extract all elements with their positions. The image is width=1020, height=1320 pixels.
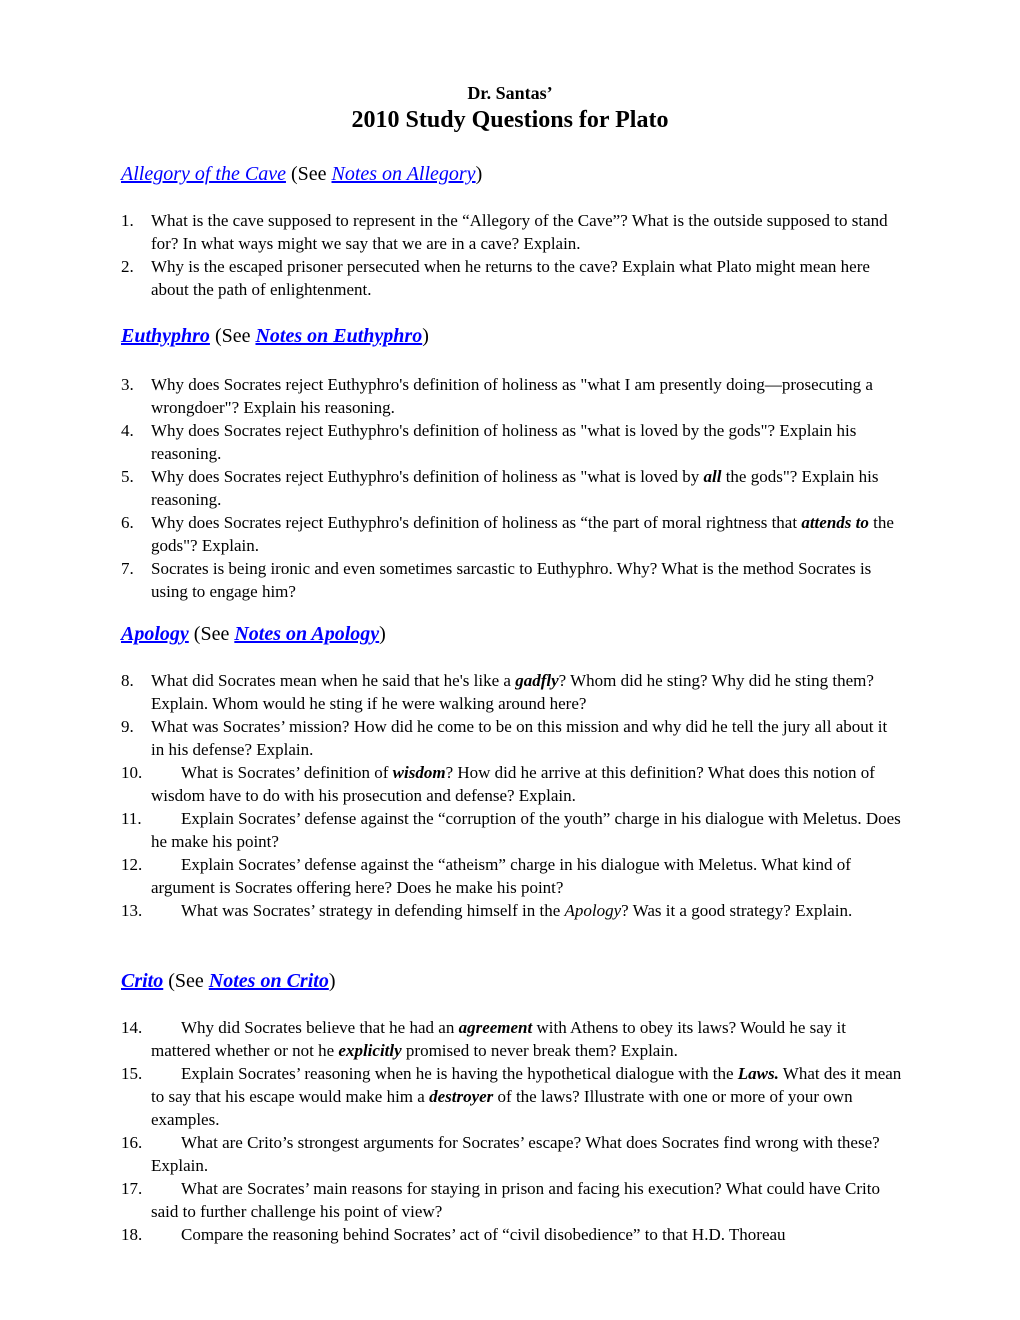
question-8: 8. What did Socrates mean when he said that he's like a gadfly? Whom did he sting? Why did he sting them? Explain. Whom would he sting if he were walking around here?: [121, 671, 874, 713]
question-6: 6. Why does Socrates reject Euthyphro's definition of holiness as “the part of moral rightness that attends to the gods"? Explain.: [121, 513, 894, 555]
question-4: 4. Why does Socrates reject Euthyphro's definition of holiness as "what is loved by the gods"? Explain his reasoning.: [121, 421, 857, 463]
question-list: [121, 669, 921, 922]
section-heading: [121, 323, 921, 349]
section-apology: [121, 621, 921, 922]
see-prefix: (See: [168, 970, 209, 992]
question-list: [121, 209, 921, 301]
see-suffix: ): [379, 623, 386, 645]
question-12: 12. Explain Socrates’ defense against the “atheism” charge in his dialogue with Meletus. What kind of argument is Socrates offering here? Does he make his point?: [121, 855, 851, 897]
section-euthyphro: [121, 323, 921, 603]
notes-on-euthyphro-link[interactable]: Notes on Euthyphro: [255, 325, 423, 347]
question-list: [121, 1016, 921, 1246]
section-allegory: [121, 161, 921, 301]
see-prefix: (See: [193, 623, 235, 645]
notes-on-apology-link[interactable]: Notes on Apology: [234, 623, 380, 645]
question-14: 14. Why did Socrates believe that he had an agreement with Athens to obey its laws? Would he say it mattered whether or not he explicitly promised to never break them? Explain.: [121, 1018, 846, 1060]
notes-on-allegory-link[interactable]: Notes on Allegory: [331, 163, 476, 185]
section-heading: [121, 968, 921, 994]
question-16: 16. What are Crito’s strongest arguments for Socrates’ escape? What does Socrates find wrong with these? Explain.: [121, 1133, 880, 1175]
author-line: Dr. Santas’: [467, 83, 553, 103]
question-17: 17. What are Socrates’ main reasons for staying in prison and facing his execution? What could have Crito said to further challenge his point of view?: [121, 1179, 880, 1221]
see-prefix: (See: [214, 325, 256, 347]
question-5: 5. Why does Socrates reject Euthyphro's definition of holiness as "what is loved by all the gods"? Explain his reasoning.: [121, 467, 879, 509]
question-3: 3. Why does Socrates reject Euthyphro's definition of holiness as "what I am presently doing—prosecuting a wrongdoer"? Explain his reasoning.: [121, 375, 873, 417]
apology-title-link[interactable]: Apology: [121, 623, 189, 645]
see-prefix: (See: [290, 163, 332, 185]
question-7: 7. Socrates is being ironic and even sometimes sarcastic to Euthyphro. Why? What is the method Socrates is using to engage him?: [121, 559, 872, 601]
question-11: 11. Explain Socrates’ defense against the “corruption of the youth” charge in his dialogue with Meletus. Does he make his point?: [121, 809, 901, 851]
question-list: [121, 373, 921, 603]
page-title: 2010 Study Questions for Plato: [351, 107, 669, 133]
question-13: 13. What was Socrates’ strategy in defending himself in the Apology? Was it a good strategy? Explain.: [121, 901, 853, 920]
see-suffix: ): [422, 325, 429, 347]
see-suffix: ): [475, 163, 483, 185]
question-9: 9. What was Socrates’ mission? How did he come to be on this mission and why did he tell the jury all about it in his defense? Explain.: [121, 717, 888, 759]
question-1: 1. What is the cave supposed to represent in the “Allegory of the Cave”? What is the outside supposed to stand for? In what ways might we say that we are in a cave? Explain.: [121, 211, 888, 253]
section-heading: [121, 161, 921, 187]
section-crito: [121, 968, 921, 1246]
question-15: 15. Explain Socrates’ reasoning when he is having the hypothetical dialogue with the Laws. What des it mean to say that his escape would make him a destroyer of the laws? Illustrate with one or more of your own examples.: [121, 1064, 902, 1129]
allegory-title-link[interactable]: Allegory of the Cave: [121, 163, 286, 185]
question-2: 2. Why is the escaped prisoner persecuted when he returns to the cave? Explain what Plato might mean here about the path of enlightenment.: [121, 257, 870, 299]
question-18: 18. Compare the reasoning behind Socrates’ act of “civil disobedience” to that H.D. Thoreau: [121, 1225, 786, 1244]
euthyphro-title-link[interactable]: Euthyphro: [121, 325, 210, 347]
see-suffix: ): [328, 970, 336, 992]
section-heading: [121, 621, 921, 647]
question-10: 10. What is Socrates’ definition of wisdom? How did he arrive at this definition? What does this notion of wisdom have to do with his prosecution and defense? Explain.: [121, 763, 875, 805]
crito-title-link[interactable]: Crito: [121, 970, 164, 992]
notes-on-crito-link[interactable]: Notes on Crito: [208, 970, 329, 992]
